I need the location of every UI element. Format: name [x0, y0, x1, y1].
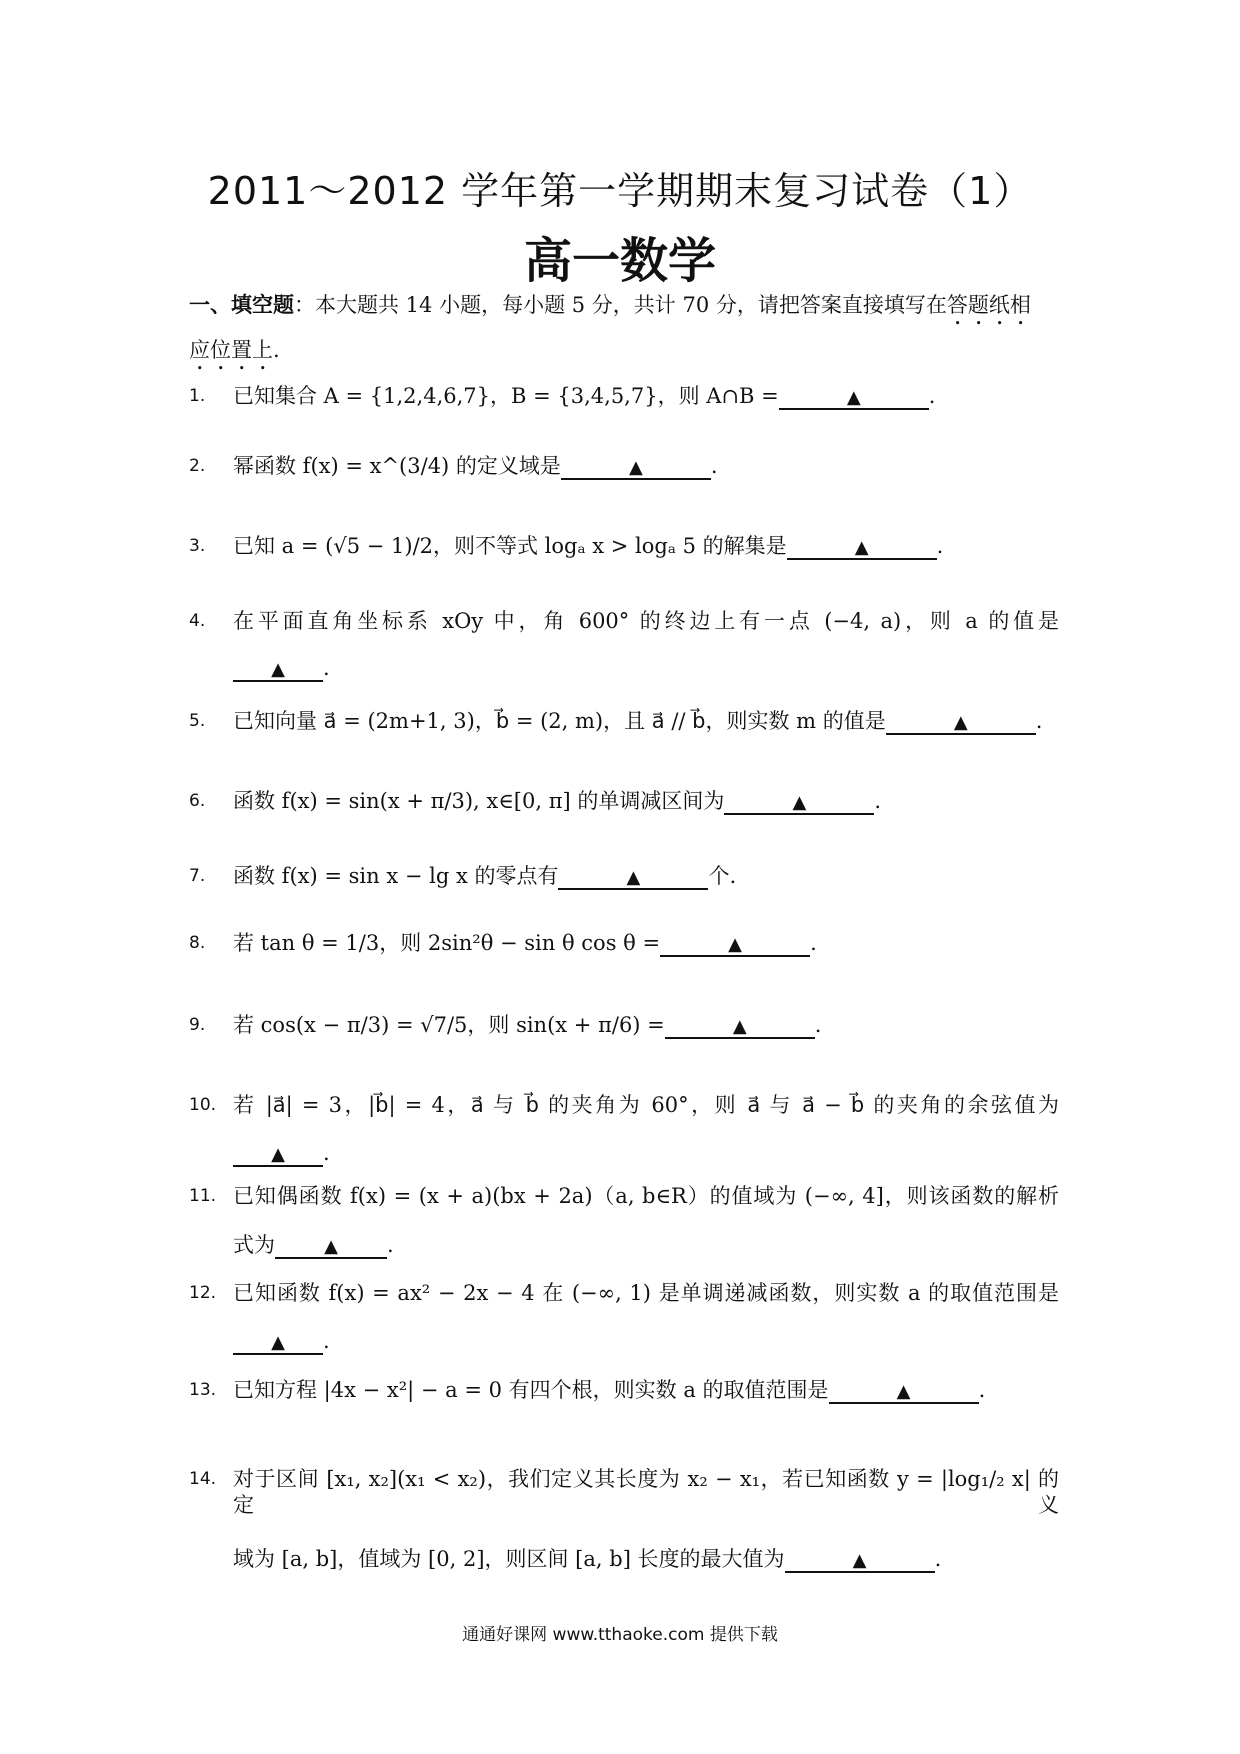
question-text: 在平面直角坐标系 xOy 中，角 600° 的终边上有一点 (−4, a)，则 a 的值是: [233, 609, 1059, 633]
question-number: 12.: [189, 1283, 217, 1303]
question-number: 8.: [189, 933, 206, 953]
triangle-marker-icon: ▲: [271, 1144, 285, 1165]
triangle-marker-icon: ▲: [271, 659, 285, 680]
page-footer: 通通好课网 www.tthaoke.com 提供下载: [462, 1625, 778, 1645]
subject-title: 高一数学: [523, 233, 716, 289]
question-text: 函数 f(x) = sin x − lg x 的零点有: [233, 864, 559, 888]
answer-blank[interactable]: [275, 1233, 387, 1259]
question-text: 已知集合 A = {1,2,4,6,7}，B = {3,4,5,7}，则 A∩B =: [233, 384, 779, 408]
question-number: 3.: [189, 536, 206, 556]
triangle-marker-icon: ▲: [629, 457, 643, 478]
triangle-marker-icon: ▲: [854, 537, 869, 558]
triangle-marker-icon: ▲: [732, 1016, 747, 1037]
question-text: 幂函数 f(x) = x^(3/4) 的定义域是: [233, 454, 561, 478]
question-number: 2.: [189, 456, 206, 476]
question-number: 7.: [189, 866, 206, 886]
question-text: 已知偶函数 f(x) = (x + a)(bx + 2a)（a, b∈R）的值域为 (−∞, 4]，则该函数的解析: [233, 1184, 1059, 1208]
triangle-marker-icon: ▲: [792, 792, 807, 813]
answer-blank[interactable]: [233, 1329, 323, 1355]
section-emphasis-a: 答题纸相: [946, 293, 1031, 317]
exam-page: 2011～2012 学年第一学期期末复习试卷（1） 高一数学 一、填空题：本大题共 14 小题，每小题 5 分，共计 70 分，请把答案直接填写在答题纸相 应位置上. 1. 已知集合 A = {1,2,4,6,7}，B = {3,4,5,7}，则 A∩B = ▲ . 2. 幂函数 f(x) = x^(3/4) 的定义域是 ▲ . 3. 已知 a = (√5 − 1)/2，则不等式 logₐ x > logₐ 5 的解集是 ▲ . 4. 在平面直角坐标系 xOy 中，角 600° 的终边上有一点 (−4, a)，则 a 的值是 ▲ . 5. 已知向量 a⃗ = (2m+1, 3)，b⃗ = (2, m)，且 a⃗ // b⃗，则实数 m 的值是 ▲ . 6. 函数 f(x) = sin(x + π/3), x∈[0, π] 的单调减区间为 ▲ . 7. 函数 f(x) = sin x − lg x 的零点有 ▲ 个. 8. 若 tan θ = 1/3，则 2sin²θ − sin θ cos θ = ▲ . 9. 若 cos(x − π/3) = √7/5，则 sin(x + π/6) = ▲ . 10. 若 |a⃗| = 3，|b⃗| = 4，a⃗ 与 b⃗ 的夹角为 60°，则 a⃗ 与 a⃗ − b⃗ 的夹角的余弦值为 ▲ . 11. 已知偶函数 f(x) = (x + a)(bx + 2a)（a, b∈R）的值域为 (−∞, 4]，则该函数的解析 式为 ▲ . 12. 已知函数 f(x) = ax² − 2x − 4 在 (−∞, 1) 是单调递减函数，则实数 a 的取值范围是 ▲ . 13. 已知方程 |4x − x²| − a = 0 有四个根，则实数 a 的取值范围是 ▲ . 14. 对于区间 [x₁, x₂](x₁ < x₂)，我们定义其长度为 x₂ − x₁，若已知函数 y = |log₁/₂ x| 的定义 域为 [a, b]，值域为 [0, 2]，则区间 [a, b] 长度的最大值为 ▲ . 通通好课网 www.tthaoke.com 提供下载: [0, 0, 1240, 1754]
triangle-marker-icon: ▲: [852, 1550, 867, 1571]
triangle-marker-icon: ▲: [626, 867, 641, 888]
question-text: 对于区间 [x₁, x₂](x₁ < x₂)，我们定义其长度为 x₂ − x₁，若已知函数 y = |log₁/₂ x| 的定义: [233, 1467, 1059, 1517]
question-number: 14.: [189, 1469, 217, 1489]
question-text: 若 |a⃗| = 3，|b⃗| = 4，a⃗ 与 b⃗ 的夹角为 60°，则 a⃗ 与 a⃗ − b⃗ 的夹角的余弦值为: [233, 1093, 1059, 1117]
question-number: 4.: [189, 611, 206, 631]
answer-blank[interactable]: [785, 1547, 935, 1573]
question-text: 若 cos(x − π/3) = √7/5，则 sin(x + π/6) =: [233, 1013, 665, 1037]
question-number: 6.: [189, 791, 206, 811]
question-number: 9.: [189, 1015, 206, 1035]
triangle-marker-icon: ▲: [846, 387, 861, 408]
answer-blank[interactable]: [233, 1141, 323, 1167]
triangle-marker-icon: ▲: [324, 1236, 338, 1257]
question-text: 函数 f(x) = sin(x + π/3), x∈[0, π] 的单调减区间为: [233, 789, 725, 813]
answer-blank[interactable]: [558, 864, 708, 890]
answer-blank[interactable]: [724, 789, 874, 815]
question-number: 5.: [189, 711, 206, 731]
question-number: 10.: [189, 1095, 217, 1115]
question-text: 已知向量 a⃗ = (2m+1, 3)，b⃗ = (2, m)，且 a⃗ // b⃗，则实数 m 的值是: [233, 709, 886, 733]
triangle-marker-icon: ▲: [896, 1381, 911, 1402]
exam-title: 2011～2012 学年第一学期期末复习试卷（1）: [207, 169, 1033, 213]
section-instructions: [189, 285, 1059, 375]
answer-blank[interactable]: [787, 534, 937, 560]
triangle-marker-icon: ▲: [728, 934, 742, 955]
answer-blank[interactable]: [233, 656, 323, 682]
question-number: 11.: [189, 1186, 217, 1206]
section-text: ：本大题共 14 小题，每小题 5 分，共计 70 分，请把答案直接填写在: [294, 293, 947, 317]
triangle-marker-icon: ▲: [271, 1332, 285, 1353]
question-number: 13.: [189, 1380, 217, 1400]
answer-blank[interactable]: [561, 454, 711, 480]
question-text: 已知 a = (√5 − 1)/2，则不等式 logₐ x > logₐ 5 的解集是: [233, 534, 787, 558]
answer-blank[interactable]: [886, 709, 1036, 735]
question-text: 若 tan θ = 1/3，则 2sin²θ − sin θ cos θ =: [233, 931, 661, 955]
section-label: 一、填空题: [189, 292, 294, 317]
triangle-marker-icon: ▲: [953, 712, 968, 733]
section-end: .: [273, 338, 280, 362]
question-text: 已知函数 f(x) = ax² − 2x − 4 在 (−∞, 1) 是单调递减函数，则实数 a 的取值范围是: [233, 1281, 1059, 1305]
answer-blank[interactable]: [660, 931, 810, 957]
answer-blank[interactable]: [829, 1378, 979, 1404]
question-number: 1.: [189, 386, 206, 406]
answer-blank[interactable]: [665, 1013, 815, 1039]
answer-blank[interactable]: [779, 384, 929, 410]
question-text: 已知方程 |4x − x²| − a = 0 有四个根，则实数 a 的取值范围是: [233, 1378, 829, 1402]
section-emphasis-b: 应位置上: [189, 338, 273, 362]
